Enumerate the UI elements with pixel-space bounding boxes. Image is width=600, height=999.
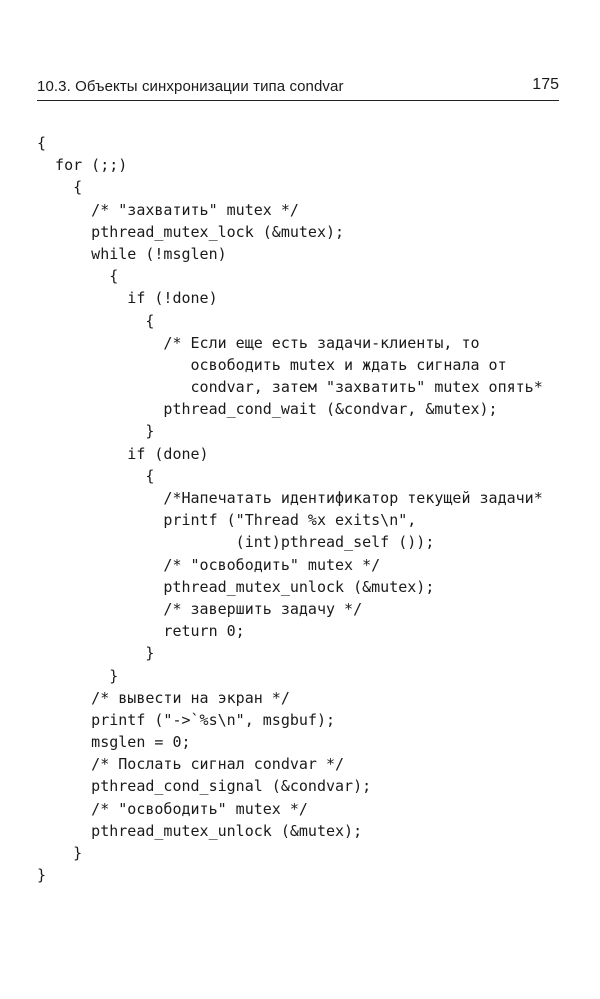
code-line: } xyxy=(37,844,83,862)
code-line: /* "освободить" mutex */ xyxy=(37,555,381,574)
code-line: /* "захватить" mutex */ xyxy=(37,200,299,219)
running-head: 10.3. Объекты синхронизации типа condvar xyxy=(37,78,344,95)
code-line: /*Напечатать идентификатор текущей задачи* xyxy=(37,489,543,507)
code-line: pthread_cond_wait (&condvar, &mutex); xyxy=(37,400,498,419)
code-line: printf ("Thread %x exits\n", xyxy=(37,511,417,530)
code-line: if (done) xyxy=(37,444,209,463)
code-line: { xyxy=(37,311,155,330)
code-line: printf ("->`%s\n", msgbuf); xyxy=(37,710,336,729)
code-line: pthread_mutex_unlock (&mutex); xyxy=(37,577,435,596)
page-header xyxy=(37,76,559,101)
code-line: } xyxy=(37,422,155,441)
code-line: condvar, затем "захватить" mutex опять* xyxy=(37,378,543,397)
code-line: return 0; xyxy=(37,622,245,641)
code-line: освободить mutex и ждать сигнала от xyxy=(37,355,507,374)
code-listing xyxy=(37,132,543,886)
code-line: } xyxy=(37,666,119,685)
code-line: while (!msglen) xyxy=(37,244,227,263)
code-line: /* завершить задачу */ xyxy=(37,599,363,618)
code-line: { xyxy=(37,466,155,485)
code-line: { xyxy=(37,134,47,152)
code-line: pthread_cond_signal (&condvar); xyxy=(37,777,372,796)
code-line: } xyxy=(37,644,155,663)
code-line: (int)pthread_self ()); xyxy=(37,533,435,552)
code-line: { xyxy=(37,267,119,286)
code-line: msglen = 0; xyxy=(37,733,191,752)
code-line: pthread_mutex_unlock (&mutex); xyxy=(37,821,363,840)
code-line: if (!done) xyxy=(37,289,218,308)
page-number: 175 xyxy=(532,76,559,93)
code-line: /* вывести на экран */ xyxy=(37,688,290,707)
code-line: for (;;) xyxy=(37,156,128,175)
code-line: /* "освободить" mutex */ xyxy=(37,799,308,818)
code-line: /* Если еще есть задачи-клиенты, то xyxy=(37,333,480,352)
code-line: { xyxy=(37,178,83,197)
code-line: pthread_mutex_lock (&mutex); xyxy=(37,222,345,241)
code-line: /* Послать сигнал condvar */ xyxy=(37,755,345,774)
code-line: } xyxy=(37,866,47,885)
